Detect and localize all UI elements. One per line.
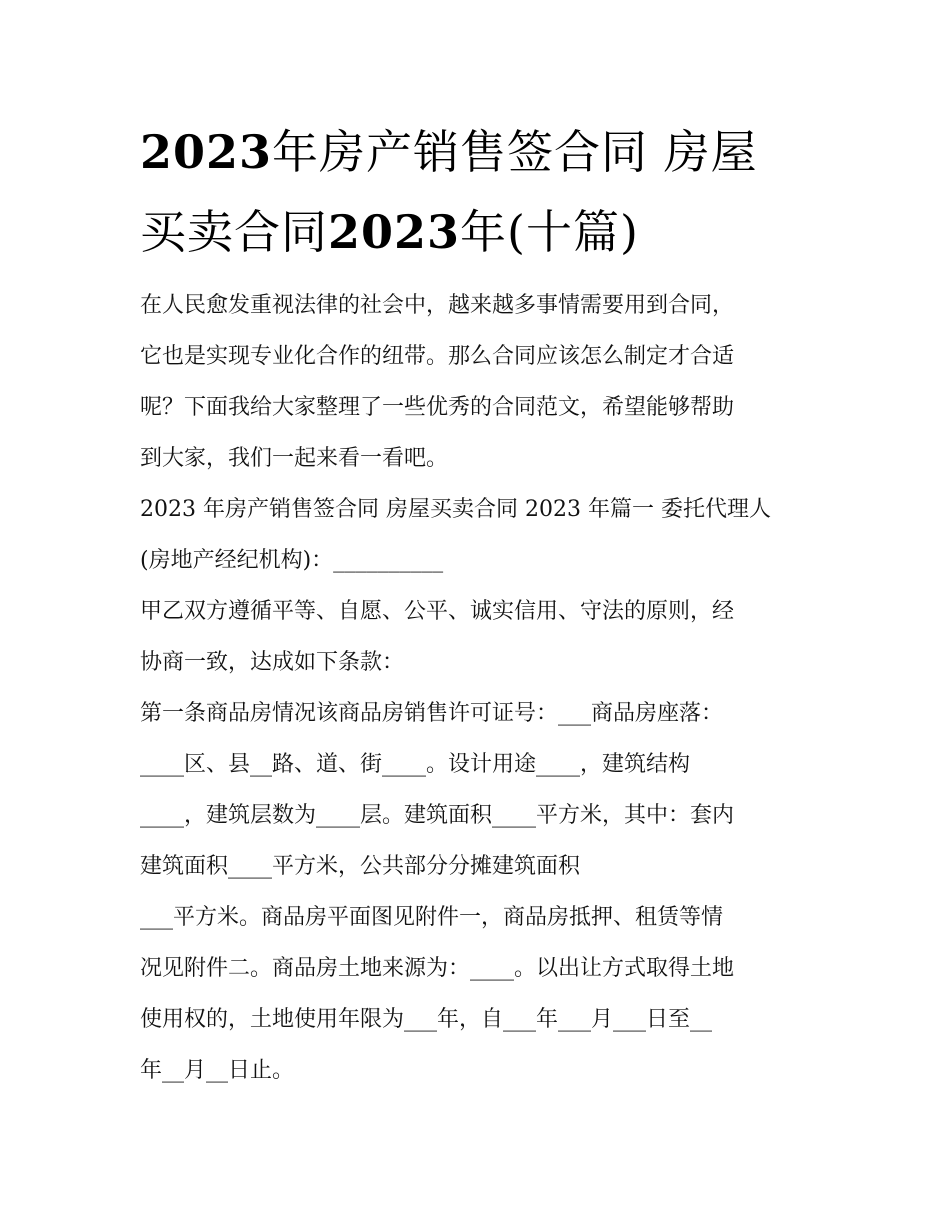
principles-paragraph: 甲乙双方遵循平等、自愿、公平、诚实信用、守法的原则，经 协商一致，达成如下条款： [140,599,735,675]
title-year-2: 2023 [328,205,461,259]
title-text-1: 年房产销售签合同 房屋 [272,125,758,179]
document-title [140,112,820,272]
title-text-2b: 年(十篇) [460,205,639,259]
article-one-paragraph: 第一条商品房情况该商品房销售许可证号：___商品房座落： ____区、县__路、道、街____。设计用途____，建筑结构 ____，建筑层数为____层。建筑面积____平方米，其中：套内 建筑面积____平方米，公共部分分摊建筑面积 ___平方米。商品房平面图见附件一，商品房抵押、租赁等情 况见附件二。商品房土地来源为：____。以出让方式取得土地 使用权的，土地使用年限为___年，自___年___月___日至__ 年__月__日止。 [140,701,735,1083]
intro-paragraph: 在人民愈发重视法律的社会中，越来越多事情需要用到合同， 它也是实现专业化合作的纽带。那么合同应该怎么制定才合适 呢？下面我给大家整理了一些优秀的合同范文，希望能够帮助 到大家，我们一起来看一看吧。 [140,293,735,471]
document-body [140,280,820,1096]
title-year-1: 2023 [140,125,273,179]
title-text-2a: 买卖合同 [140,205,328,259]
section-heading-paragraph: 2023 年房产销售签合同 房屋买卖合同 2023 年篇一 委托代理人 (房地产经纪机构)：__________ [140,497,771,573]
